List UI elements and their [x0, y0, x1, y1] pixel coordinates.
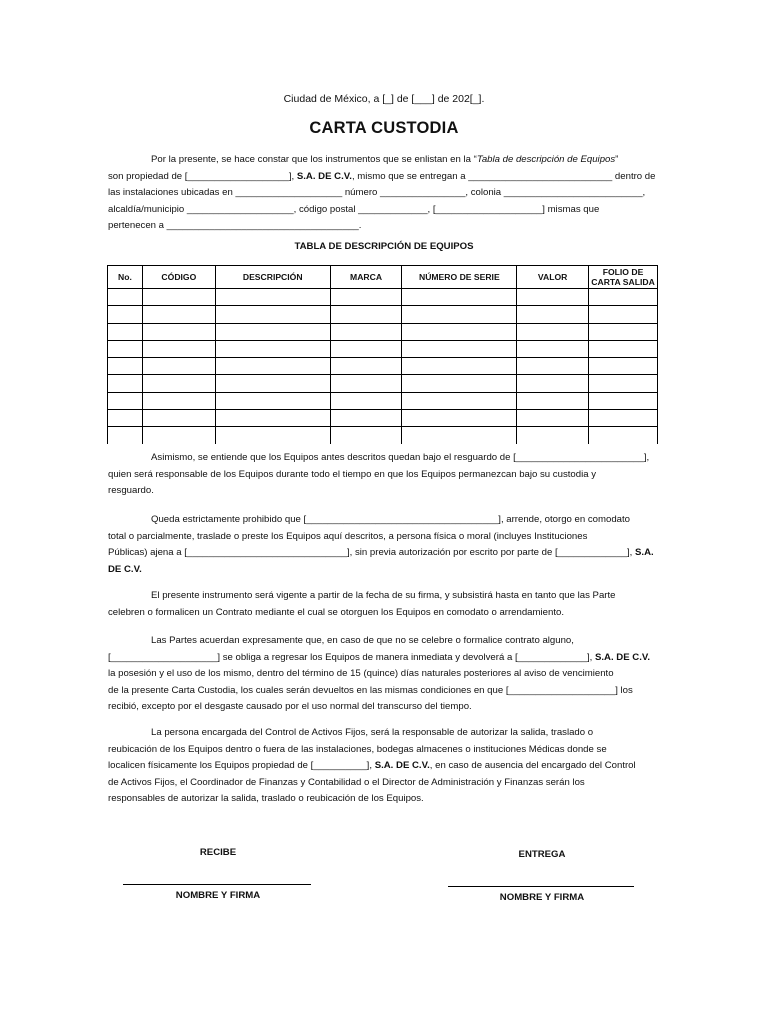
- table-cell: [517, 427, 589, 444]
- table-cell: [330, 410, 402, 427]
- table-cell: [215, 306, 330, 323]
- prohibition-paragraph: [108, 512, 660, 578]
- custody-line-2: quien será responsable de los Equipos durante todo el tiempo en que los Equipos permanezcan bajo su custodia y: [108, 468, 597, 480]
- table-cell: [215, 323, 330, 340]
- col-header-codigo: CÓDIGO: [142, 266, 215, 289]
- table-cell: [330, 340, 402, 357]
- signature-line-recibe: [123, 884, 311, 885]
- table-cell: [402, 340, 517, 357]
- recibe-label: RECIBE: [199, 847, 237, 858]
- table-cell: [330, 358, 402, 375]
- table-cell: [517, 358, 589, 375]
- intro-line-1: Por la presente, se hace constar que los instrumentos que se enlistan en la “Tabla de descripción de Equipos”: [151, 154, 619, 165]
- table-cell: [402, 375, 517, 392]
- table-cell: [402, 323, 517, 340]
- table-row: [108, 392, 658, 409]
- custody-line-1: Asimismo, se entiende que los Equipos antes descritos quedan bajo el resguardo de [________________________],: [151, 452, 650, 463]
- table-cell: [215, 340, 330, 357]
- table-cell: [402, 306, 517, 323]
- table-cell: [589, 427, 658, 444]
- validity-line-2: celebren o formalicen un Contrato mediante el cual se otorguen los Equipos en comodato o arrendamiento.: [108, 606, 564, 618]
- table-cell: [517, 340, 589, 357]
- return-line-2: [____________________] se obliga a regresar los Equipos de manera inmediata y devolverá a [_____________], S.A. DE C.V.: [108, 651, 651, 663]
- intro-line-3: las instalaciones ubicadas en ____________________ número ________________, colonia __________________________,: [108, 187, 646, 199]
- nombre-firma-entrega: NOMBRE Y FIRMA: [499, 892, 585, 903]
- table-cell: [402, 427, 517, 444]
- intro-line-2: son propiedad de [___________________], S.A. DE C.V., mismo que se entregan a ___________________________ dentro de: [108, 170, 656, 182]
- table-row: [108, 427, 658, 444]
- table-cell: [215, 427, 330, 444]
- table-row: [108, 340, 658, 357]
- return-line-1: Las Partes acuerdan expresamente que, en caso de que no se celebre o formalice contrato alguno,: [151, 635, 574, 646]
- equipment-table: [107, 265, 658, 444]
- table-cell: [142, 392, 215, 409]
- table-cell: [142, 375, 215, 392]
- intro-line-4: alcaldía/municipio ____________________, código postal _____________, [____________________] mismas que: [108, 203, 600, 215]
- table-cell: [108, 392, 143, 409]
- fixed-assets-paragraph: [108, 725, 660, 808]
- table-cell: [402, 410, 517, 427]
- table-cell: [108, 358, 143, 375]
- table-cell: [589, 392, 658, 409]
- table-cell: [589, 289, 658, 306]
- table-cell: [330, 427, 402, 444]
- table-cell: [142, 340, 215, 357]
- return-line-5: recibió, excepto por el desgaste causado por el uso normal del transcurso del tiempo.: [108, 701, 472, 713]
- return-paragraph: [108, 633, 660, 716]
- fixed-assets-line-3: localicen físicamente los Equipos propiedad de [__________], S.A. DE C.V., en caso de ausencia del encargado del Control: [108, 760, 636, 772]
- table-cell: [589, 340, 658, 357]
- table-header-row: [108, 266, 658, 289]
- date-line: Ciudad de México, a [_] de [___] de 202[_].: [283, 93, 485, 105]
- col-header-marca: MARCA: [330, 266, 402, 289]
- table-cell: [589, 375, 658, 392]
- fixed-assets-line-5: responsables de autorizar la salida, traslado o reubicación de los Equipos.: [108, 793, 424, 805]
- col-header-numero-serie: NÚMERO DE SERIE: [402, 266, 517, 289]
- fixed-assets-line-1: La persona encargada del Control de Activos Fijos, será la responsable de autorizar la salida, traslado o: [151, 727, 594, 738]
- table-cell: [142, 410, 215, 427]
- intro-paragraph: [108, 152, 660, 235]
- col-header-folio: FOLIO DE CARTA SALIDA: [589, 266, 658, 289]
- validity-line-1: El presente instrumento será vigente a partir de la fecha de su firma, y subsistirá hasta en tanto que las Parte: [151, 590, 616, 601]
- table-cell: [142, 358, 215, 375]
- table-row: [108, 306, 658, 323]
- entrega-label: ENTREGA: [518, 849, 566, 860]
- table-row: [108, 323, 658, 340]
- table-cell: [142, 323, 215, 340]
- table-cell: [517, 289, 589, 306]
- table-cell: [330, 375, 402, 392]
- table-cell: [215, 289, 330, 306]
- table-cell: [517, 323, 589, 340]
- table-cell: [517, 410, 589, 427]
- table-cell: [108, 323, 143, 340]
- table-cell: [589, 410, 658, 427]
- table-cell: [402, 392, 517, 409]
- table-body: [108, 289, 658, 444]
- table-cell: [215, 392, 330, 409]
- table-cell: [215, 410, 330, 427]
- table-cell: [142, 427, 215, 444]
- fixed-assets-line-4: de Activos Fijos, el Coordinador de Finanzas y Contabilidad o el Director de Administración y Finanzas serán los: [108, 776, 585, 788]
- prohibition-line-3: Públicas) ajena a [______________________________], sin previa autorización por escrito por parte de [_____________], S.A.: [108, 547, 654, 559]
- table-cell: [517, 392, 589, 409]
- table-cell: [330, 323, 402, 340]
- table-cell: [215, 375, 330, 392]
- table-cell: [108, 427, 143, 444]
- prohibition-line-4: DE C.V.: [108, 563, 142, 575]
- table-cell: [589, 358, 658, 375]
- table-cell: [402, 358, 517, 375]
- table-cell: [108, 410, 143, 427]
- col-header-valor: VALOR: [517, 266, 589, 289]
- table-cell: [108, 306, 143, 323]
- table-row: [108, 289, 658, 306]
- table-cell: [108, 289, 143, 306]
- table-cell: [108, 340, 143, 357]
- table-cell: [589, 323, 658, 340]
- custody-paragraph: [108, 450, 660, 500]
- validity-paragraph: [108, 588, 660, 621]
- fixed-assets-line-2: reubicación de los Equipos dentro o fuera de las instalaciones, bodegas almacenes o instituciones Médicas donde se: [108, 743, 607, 755]
- table-cell: [142, 289, 215, 306]
- return-line-3: la posesión y el uso de los mismo, dentro del término de 15 (quince) días naturales posteriores al aviso de vencimiento: [108, 668, 614, 680]
- table-cell: [330, 289, 402, 306]
- table-row: [108, 410, 658, 427]
- custody-line-3: resguardo.: [108, 485, 154, 497]
- table-cell: [330, 306, 402, 323]
- prohibition-line-2: total o parcialmente, traslade o preste los Equipos aquí descritos, a persona física o moral (incluyes Instituciones: [108, 530, 588, 542]
- table-title: TABLA DE DESCRIPCIÓN DE EQUIPOS: [294, 241, 474, 252]
- nombre-firma-recibe: NOMBRE Y FIRMA: [175, 890, 261, 901]
- table-cell: [589, 306, 658, 323]
- signature-line-entrega: [448, 886, 634, 887]
- col-header-no: No.: [108, 266, 143, 289]
- table-row: [108, 375, 658, 392]
- table-cell: [142, 306, 215, 323]
- return-line-4: de la presente Carta Custodia, los cuales serán devueltos en las mismas condiciones en que [____________________] los: [108, 684, 633, 696]
- document-title: CARTA CUSTODIA: [309, 119, 459, 137]
- table-cell: [215, 358, 330, 375]
- table-cell: [402, 289, 517, 306]
- prohibition-line-1: Queda estrictamente prohibido que [____________________________________], arrende, otorgo en comodato: [151, 514, 631, 525]
- table-cell: [330, 392, 402, 409]
- table-row: [108, 358, 658, 375]
- intro-line-5: pertenecen a ____________________________________.: [108, 220, 362, 232]
- table-cell: [108, 375, 143, 392]
- table-cell: [517, 375, 589, 392]
- col-header-descripcion: DESCRIPCIÓN: [215, 266, 330, 289]
- table-cell: [517, 306, 589, 323]
